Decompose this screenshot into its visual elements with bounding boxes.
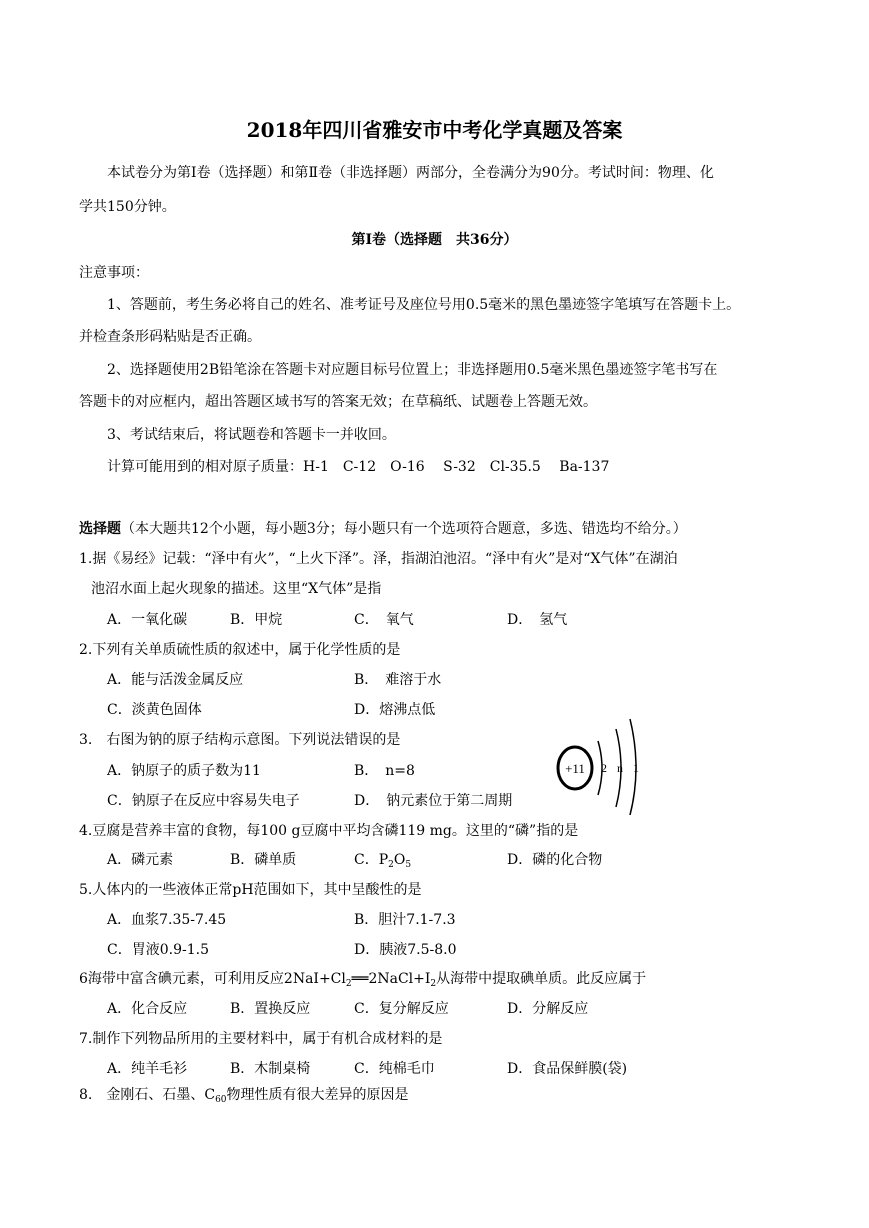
q5-option-c: C．胃液0.9-1.5 — [107, 942, 209, 958]
q2-option-d: D．熔沸点低 — [354, 702, 436, 718]
notice-item-2-line-2: 答题卡的对应框内，超出答题区域书写的答案无效；在草稿纸、试题卷上答题无效。 — [79, 394, 597, 410]
q6-option-b: B．置换反应 — [230, 1001, 311, 1017]
q7-option-b: B．木制桌椅 — [230, 1061, 311, 1077]
choice-header-label: 选择题 — [79, 521, 121, 537]
notice-item-1-line-2: 并检查条形码粘贴是否正确。 — [79, 329, 261, 345]
notice-heading: 注意事项： — [79, 265, 149, 281]
notice-item-1-line-1: 1、答题前，考生务必将自己的姓名、准考证号及座位号用0.5毫米的黑色墨迹签字笔填写在答题卡上。 — [107, 297, 741, 313]
shell-2-electrons: n — [617, 761, 623, 775]
q3-option-c: C．钠原子在反应中容易失电子 — [107, 793, 300, 809]
intro-line-1: 本试卷分为第Ⅰ卷（选择题）和第Ⅱ卷（非选择题）两部分，全卷满分为90分。考试时间：物理、化 — [107, 165, 714, 181]
q2-stem: 2.下列有关单质硫性质的叙述中，属于化学性质的是 — [79, 642, 401, 658]
shell-1-electrons: 2 — [601, 761, 607, 775]
q1-option-c: C． 氧气 — [354, 612, 414, 628]
q1-option-d: D． 氢气 — [507, 612, 568, 628]
q4-option-c: C．$P_2O_5$ — [354, 852, 412, 870]
q5-stem: 5.人体内的一些液体正常pH范围如下，其中呈酸性的是 — [79, 882, 422, 898]
q1-stem-line-1: 1.据《易经》记载：“泽中有火”，“上火下泽”。泽，指湖泊池沼。“泽中有火”是对“X气体”在湖泊 — [79, 551, 678, 567]
q8-stem: 8. 金刚石、石墨、$C_{60}$物理性质有很大差异的原因是 — [79, 1087, 409, 1105]
q6-option-c: C．复分解反应 — [354, 1001, 449, 1017]
q1-stem-line-2: 池沼水面上起火现象的描述。这里“X气体”是指 — [91, 581, 382, 597]
intro-line-2: 学共150分钟。 — [79, 199, 176, 215]
q3-option-a: A．钠原子的质子数为11 — [107, 763, 261, 779]
q1-option-a: A．一氧化碳 — [107, 612, 188, 628]
q1-option-b: B．甲烷 — [230, 612, 283, 628]
q3-option-b: B． n=8 — [354, 763, 415, 779]
q6-stem: 6海带中富含碘元素，可利用反应$2NaI+Cl_2══2NaCl+I_2$从海带中提取碘单质。此反应属于 — [79, 971, 647, 989]
notice-item-2-line-1: 2、选择题使用2B铅笔涂在答题卡对应题目标号位置上；非选择题用0.5毫米黑色墨迹签字笔书写在 — [107, 362, 718, 378]
choice-header-desc: （本大题共12个小题，每小题3分；每小题只有一个选项符合题意，多选、错选均不给分。） — [121, 521, 687, 537]
page-title: 2018年四川省雅安市中考化学真题及答案 — [246, 118, 623, 142]
q6-option-d: D．分解反应 — [507, 1001, 589, 1017]
q3-stem: 3. 右图为钠的原子结构示意图。下列说法错误的是 — [79, 732, 401, 748]
q6-option-a: A．化合反应 — [107, 1001, 188, 1017]
q7-option-c: C．纯棉毛巾 — [354, 1061, 435, 1077]
sodium-atom-diagram — [554, 715, 644, 815]
q5-option-a: A．血浆7.35-7.45 — [107, 912, 227, 928]
section-title: 第Ⅰ卷（选择题 共36分） — [351, 232, 518, 248]
notice-item-3: 3、考试结束后，将试题卷和答题卡一并收回。 — [107, 427, 396, 443]
atomic-masses: 计算可能用到的相对原子质量：H-1 C-12 O-16 S-32 Cl-35.5 Ba-137 — [107, 459, 610, 475]
q7-option-d: D．食品保鲜膜(袋) — [507, 1061, 628, 1077]
shell-3-electrons: 1 — [633, 761, 639, 775]
q2-option-a: A．能与活泼金属反应 — [107, 672, 244, 688]
q4-option-b: B．磷单质 — [230, 852, 297, 868]
choice-header — [79, 519, 687, 539]
q5-option-d: D．胰液7.5-8.0 — [354, 942, 457, 958]
q3-option-d: D． 钠元素位于第二周期 — [354, 793, 513, 809]
q5-option-b: B．胆汁7.1-7.3 — [354, 912, 456, 928]
q7-option-a: A．纯羊毛衫 — [107, 1061, 188, 1077]
nucleus-charge: +11 — [565, 761, 585, 776]
q4-option-a: A．磷元素 — [107, 852, 174, 868]
q4-stem: 4.豆腐是营养丰富的食物，每100 g豆腐中平均含磷119 mg。这里的“磷”指的是 — [79, 823, 579, 839]
q7-stem: 7.制作下列物品所用的主要材料中，属于有机合成材料的是 — [79, 1031, 443, 1047]
q4-option-d: D．磷的化合物 — [507, 852, 603, 868]
q2-option-b: B． 难溶于水 — [354, 672, 442, 688]
q2-option-c: C．淡黄色固体 — [107, 702, 202, 718]
